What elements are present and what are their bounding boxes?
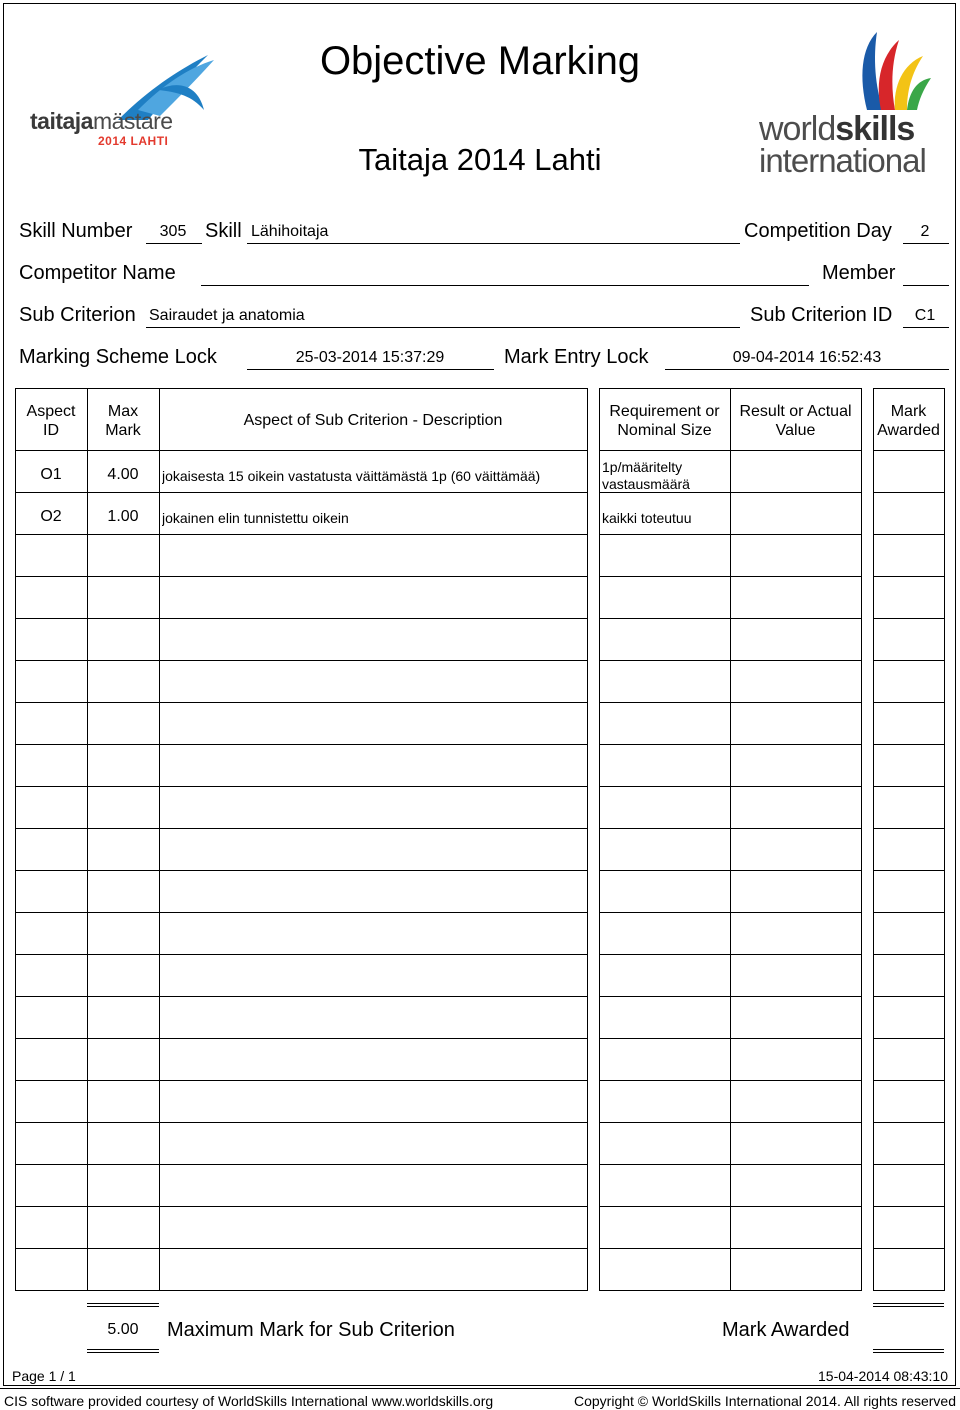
grid-hline xyxy=(873,1122,945,1123)
row1-description: jokaisesta 15 oikein vastatusta väittämästä 1p (60 väittämää) xyxy=(162,468,541,484)
skill-number-value: 305 xyxy=(159,223,187,240)
grid-hline xyxy=(15,1164,588,1165)
header-aspect-id: Aspect ID xyxy=(26,403,76,439)
grid-hline xyxy=(15,534,588,535)
grid-vline xyxy=(587,388,588,1290)
header-description: Aspect of Sub Criterion - Description xyxy=(243,412,503,429)
grid-hline xyxy=(873,492,945,493)
grid-hline xyxy=(599,534,862,535)
competition-day-label: Competition Day xyxy=(744,220,892,242)
grid-hline xyxy=(599,912,862,913)
awarded-total-rule-top xyxy=(873,1303,944,1307)
grid-hline xyxy=(15,954,588,955)
worldskills-wordmark: worldskills xyxy=(759,110,915,148)
grid-hline xyxy=(873,576,945,577)
grid-hline xyxy=(599,1080,862,1081)
grid-hline xyxy=(15,996,588,997)
grid-hline xyxy=(15,618,588,619)
grid-hline xyxy=(873,388,945,389)
grid-hline xyxy=(15,828,588,829)
sub-criterion-id-value: C1 xyxy=(914,307,936,324)
max-total-rule-top xyxy=(87,1303,159,1307)
grid-vline xyxy=(599,388,600,1290)
page-title: Objective Marking xyxy=(319,39,641,83)
row1-requirement: 1p/määritelty vastausmäärä xyxy=(602,459,690,492)
grid-hline xyxy=(599,870,862,871)
mark-entry-lock-value: 09-04-2014 16:52:43 xyxy=(732,349,882,366)
row2-description: jokainen elin tunnistettu oikein xyxy=(162,510,349,526)
grid-hline xyxy=(873,1080,945,1081)
grid-hline xyxy=(599,660,862,661)
marking-scheme-lock-label: Marking Scheme Lock xyxy=(19,346,217,368)
grid-hline xyxy=(873,786,945,787)
footer-courtesy: CIS software provided courtesy of WorldSkills International www.worldskills.org xyxy=(4,1393,494,1409)
skill-value: Lähihoitaja xyxy=(251,223,329,240)
worldskills-international: international xyxy=(759,142,926,179)
grid-vline xyxy=(730,388,731,1290)
grid-hline xyxy=(15,660,588,661)
grid-vline xyxy=(861,388,862,1290)
grid-hline xyxy=(15,1248,588,1249)
taitaja-sub: 2014 LAHTI xyxy=(98,134,169,148)
grid-hline xyxy=(873,534,945,535)
grid-hline xyxy=(15,1080,588,1081)
taitaja-wordmark: taitajamästare xyxy=(30,108,173,134)
awarded-total-rule-bottom xyxy=(873,1349,944,1353)
grid-hline xyxy=(599,744,862,745)
sub-criterion-id-label: Sub Criterion ID xyxy=(750,304,893,326)
page-subtitle: Taitaja 2014 Lahti xyxy=(358,142,602,177)
grid-hline xyxy=(599,1248,862,1249)
marking-scheme-lock-value: 25-03-2014 15:37:29 xyxy=(295,349,445,366)
grid-hline xyxy=(873,996,945,997)
row1-max-mark: 4.00 xyxy=(107,466,139,483)
grid-hline xyxy=(599,1038,862,1039)
grid-hline xyxy=(599,828,862,829)
grid-hline xyxy=(15,744,588,745)
print-date: 15-04-2014 08:43:10 xyxy=(818,1368,948,1384)
header-result: Result or Actual Value xyxy=(739,403,852,439)
header-requirement: Requirement or Nominal Size xyxy=(609,403,720,439)
grid-hline xyxy=(15,492,588,493)
grid-hline xyxy=(599,388,862,389)
grid-hline xyxy=(15,1038,588,1039)
competition-day-value: 2 xyxy=(920,223,930,240)
mark-awarded-total-label: Mark Awarded xyxy=(722,1319,850,1341)
grid-hline xyxy=(15,388,588,389)
grid-hline xyxy=(873,954,945,955)
sub-criterion-label: Sub Criterion xyxy=(19,304,136,326)
grid-hline xyxy=(873,450,945,451)
row1-aspect-id: O1 xyxy=(40,466,62,483)
competitor-name-label: Competitor Name xyxy=(19,262,176,284)
grid-hline xyxy=(15,1122,588,1123)
sub-criterion-value: Sairaudet ja anatomia xyxy=(149,307,305,324)
skill-number-label: Skill Number xyxy=(19,220,133,242)
header-max-mark: Max Mark xyxy=(105,403,141,439)
mark-entry-lock-label: Mark Entry Lock xyxy=(504,346,649,368)
grid-hline xyxy=(15,1206,588,1207)
grid-hline xyxy=(599,1290,862,1291)
grid-hline xyxy=(15,1290,588,1291)
grid-hline xyxy=(599,576,862,577)
max-total-value: 5.00 xyxy=(107,1321,139,1338)
grid-vline xyxy=(944,388,945,1290)
grid-hline xyxy=(15,870,588,871)
grid-hline xyxy=(873,702,945,703)
row2-max-mark: 1.00 xyxy=(107,508,139,525)
row2-aspect-id: O2 xyxy=(40,508,62,525)
grid-hline xyxy=(873,618,945,619)
grid-hline xyxy=(599,1206,862,1207)
grid-hline xyxy=(15,450,588,451)
grid-hline xyxy=(599,1122,862,1123)
grid-hline xyxy=(873,870,945,871)
footer-copyright: Copyright © WorldSkills International 2014. All rights reserved xyxy=(573,1393,956,1409)
grid-vline xyxy=(159,388,160,1290)
grid-hline xyxy=(873,1290,945,1291)
grid-hline xyxy=(873,1248,945,1249)
grid-vline xyxy=(873,388,874,1290)
grid-hline xyxy=(599,954,862,955)
grid-hline xyxy=(599,702,862,703)
row2-requirement: kaikki toteutuu xyxy=(602,510,692,526)
grid-hline xyxy=(15,702,588,703)
skill-label: Skill xyxy=(205,220,242,242)
grid-hline xyxy=(873,660,945,661)
grid-hline xyxy=(15,912,588,913)
header-mark-awarded: Mark Awarded xyxy=(877,403,940,439)
grid-hline xyxy=(599,618,862,619)
grid-hline xyxy=(873,912,945,913)
grid-hline xyxy=(15,576,588,577)
grid-hline xyxy=(873,828,945,829)
member-label: Member xyxy=(822,262,896,284)
page-number: Page 1 / 1 xyxy=(12,1368,76,1384)
grid-hline xyxy=(873,1206,945,1207)
grid-hline xyxy=(873,1038,945,1039)
grid-hline xyxy=(599,786,862,787)
max-total-label: Maximum Mark for Sub Criterion xyxy=(167,1319,455,1341)
grid-hline xyxy=(873,1164,945,1165)
grid-hline xyxy=(599,450,862,451)
grid-hline xyxy=(873,744,945,745)
footer-separator xyxy=(0,1388,960,1389)
grid-hline xyxy=(599,1164,862,1165)
grid-hline xyxy=(599,996,862,997)
max-total-rule-bottom xyxy=(87,1349,159,1353)
grid-hline xyxy=(15,786,588,787)
